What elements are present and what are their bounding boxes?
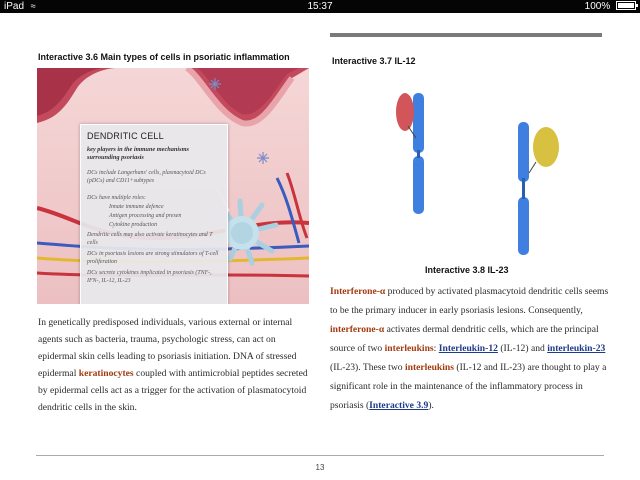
device-name: iPad bbox=[4, 1, 25, 12]
wifi-icon: ≈ bbox=[30, 1, 36, 11]
battery-icon bbox=[616, 1, 636, 10]
text-run: activates dermal dendritic cells, which are the principal source of two bbox=[330, 324, 599, 354]
battery-fill bbox=[618, 3, 634, 8]
dendritic-cell-info-card[interactable] bbox=[80, 124, 228, 304]
text-run: (IL-23). These two bbox=[330, 362, 405, 373]
card-subtitle: key players in the immune mechanisms surrounding psoriasis bbox=[87, 146, 189, 161]
header-rule bbox=[330, 33, 602, 37]
battery-percent: 100% bbox=[584, 1, 611, 12]
text-run: produced by activated plasmacytoid dendritic cells seems to be the primary inducer in early psoriasis lesions. Consequently, bbox=[330, 286, 609, 316]
il23-molecule-icon bbox=[518, 122, 559, 255]
figure-caption-3-6: Interactive 3.6 Main types of cells in psoriatic inflammation bbox=[38, 52, 290, 62]
figure-caption-3-7: Interactive 3.7 IL-12 bbox=[332, 56, 416, 66]
status-right bbox=[585, 0, 636, 13]
card-text: Dendritic cells may also activate keratinocytes and T cells bbox=[87, 232, 213, 246]
card-text: DCs in psoriasis lesions are strong stimulators of T-cell proliferation bbox=[87, 251, 219, 265]
keyword-interferone-alpha[interactable]: interferone-α bbox=[330, 324, 385, 335]
status-time: 15:37 bbox=[307, 1, 333, 12]
interactive-3-6-widget[interactable] bbox=[37, 68, 309, 304]
card-text: DCs secrete cytokines implicated in psoriasis (TNF-, IFN-, IL-12, IL-23 bbox=[87, 270, 212, 284]
card-text: Cytokine production bbox=[109, 222, 158, 228]
keyword-keratinocytes[interactable]: keratinocytes bbox=[78, 368, 134, 379]
card-text: DCs include Langerhans' cells, plasmacytoid DCs (pDCs) and CD11+subtypes bbox=[87, 170, 206, 184]
keyword-interleukins[interactable]: interleukins bbox=[384, 343, 434, 354]
page-number: 13 bbox=[315, 463, 325, 472]
il12-il23-diagram[interactable] bbox=[330, 70, 610, 265]
text-run: In genetically predisposed individuals, various external or internal agents such as bacteria, trauma, psychologic stress, can act on epidermal skin cells leading to psoriasis initiation. DNA of stressed epidermal bbox=[38, 317, 297, 379]
figure-caption-3-8: Interactive 3.8 IL-23 bbox=[425, 265, 509, 275]
footer-rule bbox=[36, 455, 604, 456]
link-interactive-3-9[interactable]: Interactive 3.9 bbox=[369, 400, 429, 411]
text-run: ). bbox=[428, 400, 434, 411]
right-paragraph bbox=[330, 282, 612, 415]
keyword-interleukins[interactable]: interleukins bbox=[404, 362, 454, 373]
card-text: Innate immune defence bbox=[109, 204, 164, 210]
status-bar bbox=[0, 0, 640, 13]
text-run: coupled with antimicrobial peptides secreted by epidermal cells act as a trigger for the activation of plasmatocytoid dendritic cells in the skin. bbox=[38, 368, 308, 413]
left-paragraph bbox=[38, 314, 310, 416]
il12-molecule-icon bbox=[396, 93, 424, 214]
text-run: : bbox=[433, 343, 439, 354]
keyword-interferone-alpha[interactable]: Interferone-α bbox=[330, 286, 386, 297]
text-run: (IL-12) and bbox=[497, 343, 548, 354]
card-text: DCs have multiple roles: bbox=[87, 195, 146, 201]
link-interleukin-23[interactable]: interleukin-23 bbox=[547, 343, 606, 354]
link-interleukin-12[interactable]: Interleukin-12 bbox=[438, 343, 498, 354]
text-run: (IL-12 and IL-23) are thought to play a significant role in the maintenance of the inflammatory process in psoriasis ( bbox=[330, 362, 607, 411]
card-text: Antigen processing and presen bbox=[109, 213, 182, 219]
card-title: DENDRITIC CELL bbox=[87, 131, 164, 141]
